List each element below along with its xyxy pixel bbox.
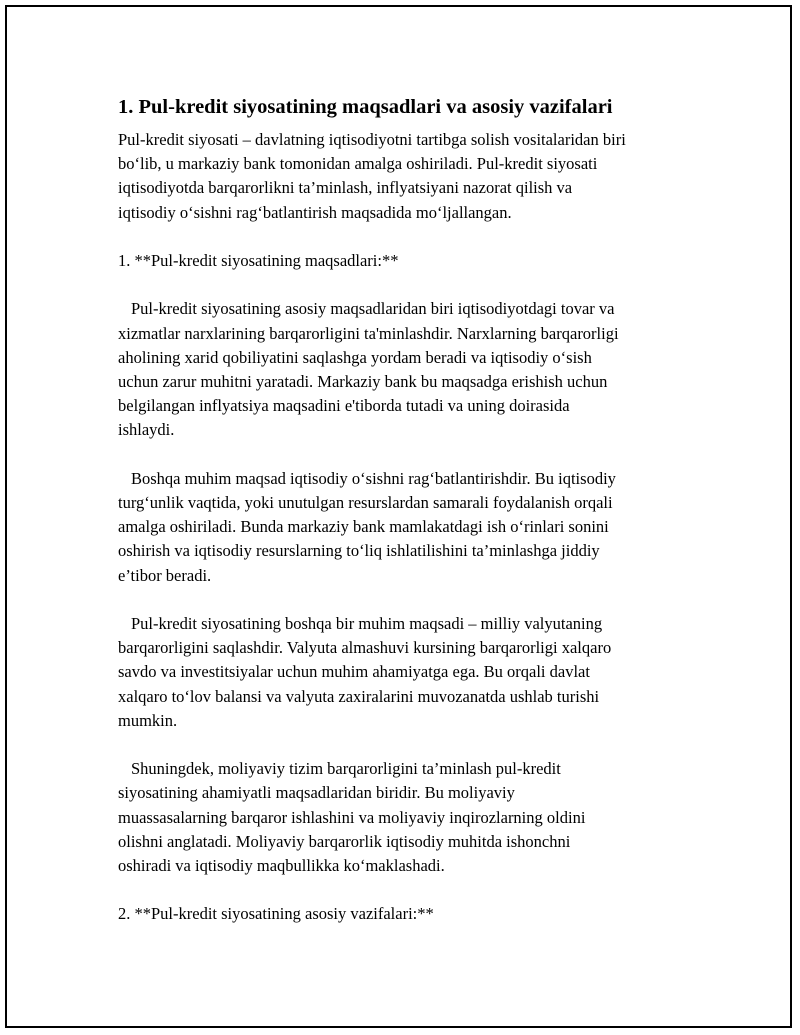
text-line: xalqaro to‘lov balansi va valyuta zaxiralarini muvozanatda ushlab turishi — [118, 686, 600, 706]
text-line: Boshqa muhim maqsad iqtisodiy o‘sishni rag‘batlantirishdir. Bu iqtisodiy — [131, 468, 616, 488]
text-line: barqarorligini saqlashdir. Valyuta almashuvi kursining barqarorligi xalqaro — [118, 638, 612, 658]
currency-stability-paragraph — [118, 612, 693, 733]
text-line: iqtisodiyotda barqarorlikni ta’minlash, inflyatsiyani nazorat qilish va — [118, 178, 573, 198]
text-line: Pul-kredit siyosati – davlatning iqtisodiyotni tartibga solish vositalaridan biri — [118, 130, 626, 149]
text-line: aholining xarid qobiliyatini saqlashga yordam beradi va iqtisodiy o‘sish — [118, 347, 592, 367]
paragraph-gap — [118, 878, 693, 902]
text-line: Shuningdek, moliyaviy tizim barqarorligini ta’minlash pul-kredit — [131, 759, 561, 779]
text-line: xizmatlar narxlarining barqarorligini ta'minlashdir. Narxlarning barqarorligi — [118, 323, 619, 343]
document-body — [118, 94, 693, 927]
section-2-heading: 2. **Pul-kredit siyosatining asosiy vazifalari:** — [118, 904, 434, 924]
economic-growth-paragraph — [118, 467, 693, 588]
text-line: amalga oshiriladi. Bunda markaziy bank mamlakatdagi ish o‘rinlari sonini — [118, 517, 609, 537]
text-line: bo‘lib, u markaziy bank tomonidan amalga oshiriladi. Pul-kredit siyosati — [118, 154, 598, 174]
text-line: uchun zarur muhitni yaratadi. Markaziy bank bu maqsadga erishish uchun — [118, 372, 608, 391]
section-1-heading: 1. **Pul-kredit siyosatining maqsadlari:** — [118, 251, 399, 270]
text-line: e’tibor beradi. — [118, 565, 212, 585]
paragraph-gap — [118, 273, 693, 297]
financial-stability-paragraph — [118, 757, 693, 878]
text-line: olishni anglatadi. Moliyaviy barqarorlik iqtisodiy muhitda ishonchni — [118, 831, 571, 851]
price-stability-paragraph — [118, 297, 693, 442]
text-line: siyosatining ahamiyatli maqsadlaridan biridir. Bu moliyaviy — [118, 783, 515, 803]
text-line: Pul-kredit siyosatining boshqa bir muhim maqsadi – milliy valyutaning — [131, 614, 603, 633]
text-line: muassasalarning barqaror ishlashini va moliyaviy inqirozlarning oldini — [118, 807, 586, 827]
paragraph-gap — [118, 225, 693, 249]
text-line: mumkin. — [118, 710, 178, 730]
text-line: ishlaydi. — [118, 420, 175, 440]
intro-paragraph — [118, 128, 693, 225]
text-line: Pul-kredit siyosatining asosiy maqsadlaridan biri iqtisodiyotdagi tovar va — [131, 299, 615, 319]
paragraph-gap — [118, 733, 693, 757]
text-line: savdo va investitsiyalar uchun muhim ahamiyatga ega. Bu orqali davlat — [118, 662, 590, 682]
text-line: belgilangan inflyatsiya maqsadini e'tiborda tutadi va uning doirasida — [118, 396, 570, 416]
text-line: oshirish va iqtisodiy resurslarning to‘liq ishlatilishini ta’minlashga jiddiy — [118, 541, 600, 561]
paragraph-gap — [118, 443, 693, 467]
document-title: 1. Pul-kredit siyosatining maqsadlari va asosiy vazifalari — [118, 96, 613, 118]
text-line: iqtisodiy o‘sishni rag‘batlantirish maqsadida mo‘ljallangan. — [118, 202, 512, 222]
paragraph-gap — [118, 588, 693, 612]
text-line: turg‘unlik vaqtida, yoki unutulgan resurslardan samarali foydalanish orqali — [118, 493, 613, 512]
text-line: oshiradi va iqtisodiy maqbullikka ko‘maklashadi. — [118, 856, 445, 876]
